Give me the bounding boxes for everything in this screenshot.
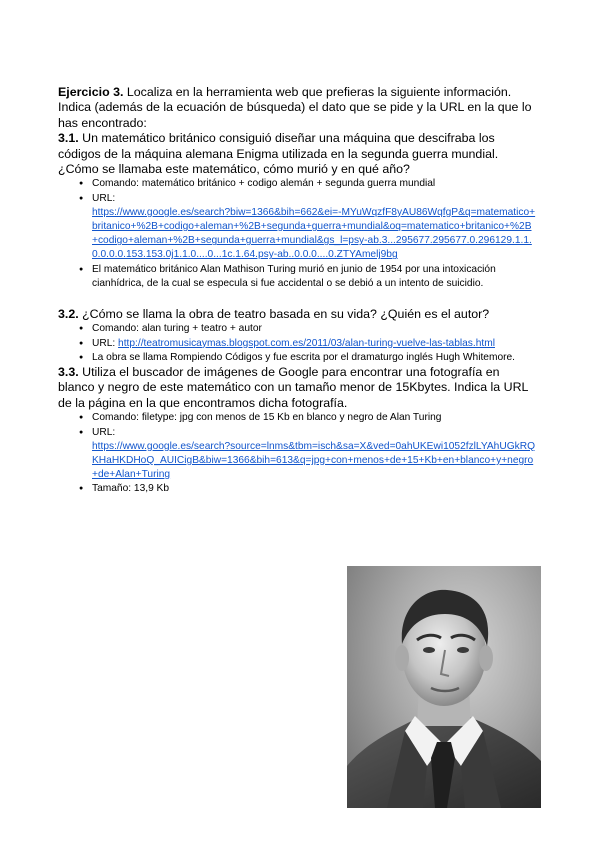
alan-turing-photo xyxy=(347,566,541,808)
spacer xyxy=(58,291,536,307)
question-3-1-url-link[interactable]: https://www.google.es/search?biw=1366&bih=662&ei=-MYuWqzfF8yAU86WqfgP&q=matematico+britanico+%2B+codigo+aleman+%2B+segunda+guerra+mundial&oq=matematico+britanico+%2B+codigo+aleman+%2B+segunda+guerra+mundial&gs_l=psy-ab.3...295677.295677.0.296129.1.1.0.0.0.0.153.153.0j1.1.0....0...1c.1.64.psy-ab..0.0.0....0.ZTYAmelj9bg xyxy=(92,206,536,261)
question-3-1-command: ● Comando: matemático británico + codigo alemán + segunda guerra mundial xyxy=(92,177,536,191)
question-3-3-url-item xyxy=(92,426,536,483)
question-3-1-url-label: URL: xyxy=(92,192,116,204)
exercise-3-text: Localiza en la herramienta web que prefieras la siguiente información. Indica (además de la ecuación de búsqueda) el dato que se pide y la URL en la que lo has encontrado: xyxy=(58,85,532,130)
question-3-3-answers xyxy=(58,411,536,496)
document-body xyxy=(58,85,536,497)
question-3-3-command: ● Comando: filetype: jpg con menos de 15 Kb en blanco y negro de Alan Turing xyxy=(92,411,536,425)
question-3-3-url-link[interactable]: https://www.google.es/search?source=lnms&tbm=isch&sa=X&ved=0ahUKEwi1052fzlLYAhUGkRQKHaHKDHoQ_AUICigB&biw=1366&bih=613&q=jpg+con+menos+de+15+Kb+en+blanco+y+negro+de+Alan+Turing xyxy=(92,440,535,481)
question-3-2-number: 3.2. xyxy=(58,307,79,322)
portrait-illustration xyxy=(347,566,541,808)
question-3-1-answer: ● El matemático británico Alan Mathison Turing murió en junio de 1954 por una intoxicación cianhídrica, de la cual se especula si fue accidental o se debió a un intento de suicidio. xyxy=(92,263,536,291)
question-3-2-answers xyxy=(58,322,536,365)
question-3-2-url-link[interactable]: http://teatromusicaymas.blogspot.com.es/2011/03/alan-turing-vuelve-las-tablas.html xyxy=(118,337,495,349)
question-3-2 xyxy=(58,307,536,322)
exercise-3-label: Ejercicio 3. xyxy=(58,85,124,99)
question-3-2-text: ¿Cómo se llama la obra de teatro basada en su vida? ¿Quién es el autor? xyxy=(78,307,490,322)
question-3-2-answer: ● La obra se llama Rompiendo Códigos y fue escrita por el dramaturgo inglés Hugh Whitemore. xyxy=(92,351,536,365)
question-3-2-command: ● Comando: alan turing + teatro + autor xyxy=(92,322,536,336)
question-3-3-size: ● Tamaño: 13,9 Kb xyxy=(92,482,536,496)
question-3-1 xyxy=(58,131,536,177)
question-3-1-number: 3.1. xyxy=(58,131,79,146)
question-3-2-url-item xyxy=(92,337,536,351)
question-3-3 xyxy=(58,365,536,411)
question-3-3-number: 3.3. xyxy=(58,365,79,380)
exercise-3-intro xyxy=(58,85,536,131)
question-3-1-answers xyxy=(58,177,536,291)
question-3-1-text: Un matemático británico consiguió diseñar una máquina que descifraba los códigos de la máquina alemana Enigma utilizada en la segunda guerra mundial. ¿Cómo se llamaba este matemático, cómo murió y en qué año? xyxy=(58,131,499,177)
question-3-1-url-item xyxy=(92,192,536,263)
question-3-2-url-label: URL: xyxy=(92,337,119,349)
question-3-3-url-label: URL: xyxy=(92,426,116,438)
question-3-3-text: Utiliza el buscador de imágenes de Google para encontrar una fotografía en blanco y negro de este matemático con un tamaño menor de 15Kbytes. Indica la URL de la página en la que encontramos dicha fotografía. xyxy=(58,365,528,410)
